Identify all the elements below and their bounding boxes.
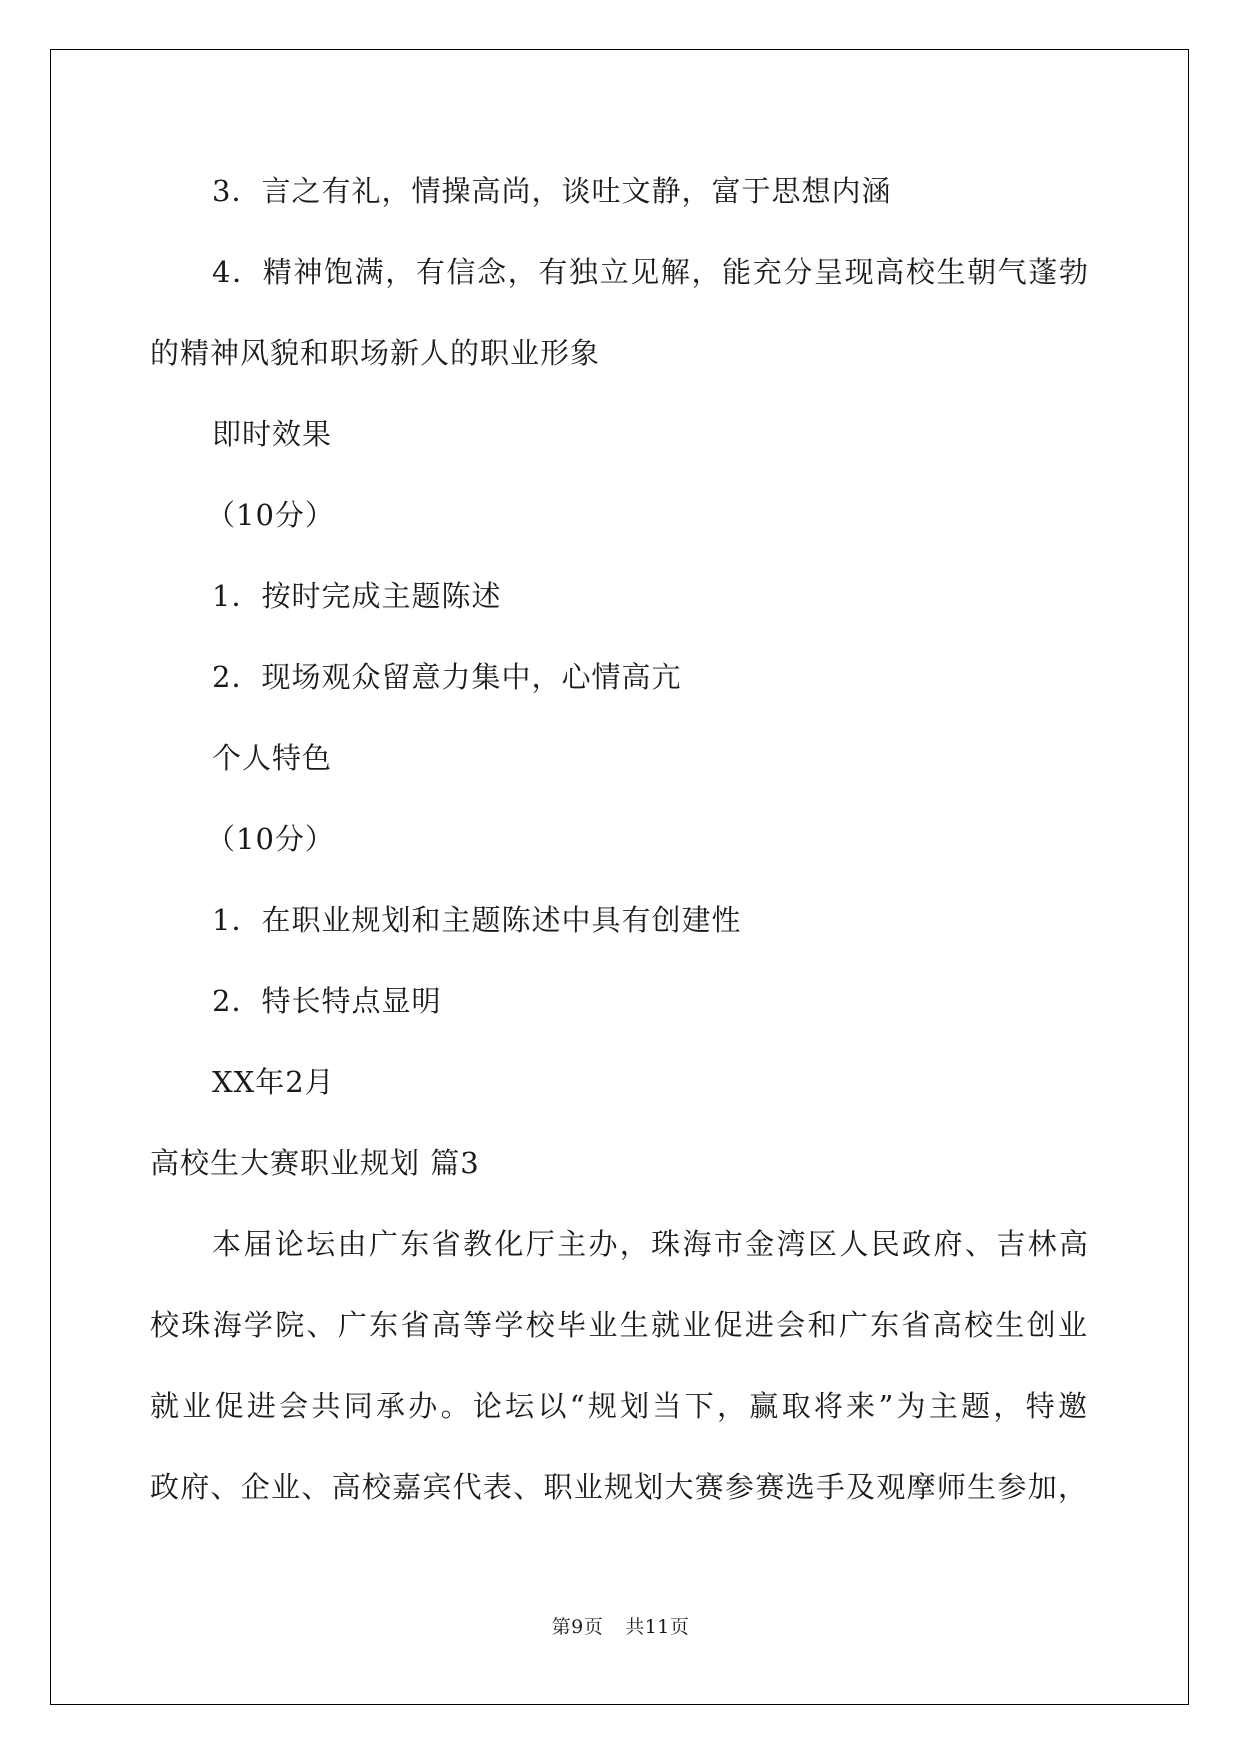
score-label: （10分） [206, 822, 335, 856]
page-number: 第9页 [551, 1616, 604, 1638]
paragraph-line: 1．按时完成主题陈述 [212, 579, 502, 613]
paragraph-line: 2．特长特点显明 [212, 984, 442, 1018]
section-heading: 即时效果 [212, 417, 333, 451]
paragraph-line: 的精神风貌和职场新人的职业形象 [150, 336, 601, 370]
paragraph-line: 2．现场观众留意力集中，心情高亢 [212, 660, 682, 694]
paragraph-line: 本届论坛由广东省教化厅主办，珠海市金湾区人民政府、吉林高 [212, 1227, 1089, 1261]
paragraph-line: 4．精神饱满，有信念，有独立见解，能充分呈现高校生朝气蓬勃 [212, 255, 1089, 289]
section-heading: 个人特色 [212, 741, 333, 775]
page-border [50, 49, 1189, 1705]
score-label: （10分） [206, 498, 335, 532]
paragraph-line: 1．在职业规划和主题陈述中具有创建性 [212, 903, 742, 937]
paragraph-line: 就业促进会共同承办。论坛以“规划当下，赢取将来”为主题，特邀 [150, 1389, 1088, 1423]
paragraph-line: 政府、企业、高校嘉宾代表、职业规划大赛参赛选手及观摩师生参加， [150, 1470, 1088, 1504]
section-title: 高校生大赛职业规划 篇3 [150, 1146, 480, 1180]
paragraph-line: 3．言之有礼，情操高尚，谈吐文静，富于思想内涵 [212, 174, 892, 208]
paragraph-line: 校珠海学院、广东省高等学校毕业生就业促进会和广东省高校生创业 [150, 1308, 1088, 1342]
page-total: 共11页 [625, 1616, 690, 1638]
date-line: XX年2月 [212, 1065, 335, 1099]
page-footer [0, 1615, 1241, 1639]
